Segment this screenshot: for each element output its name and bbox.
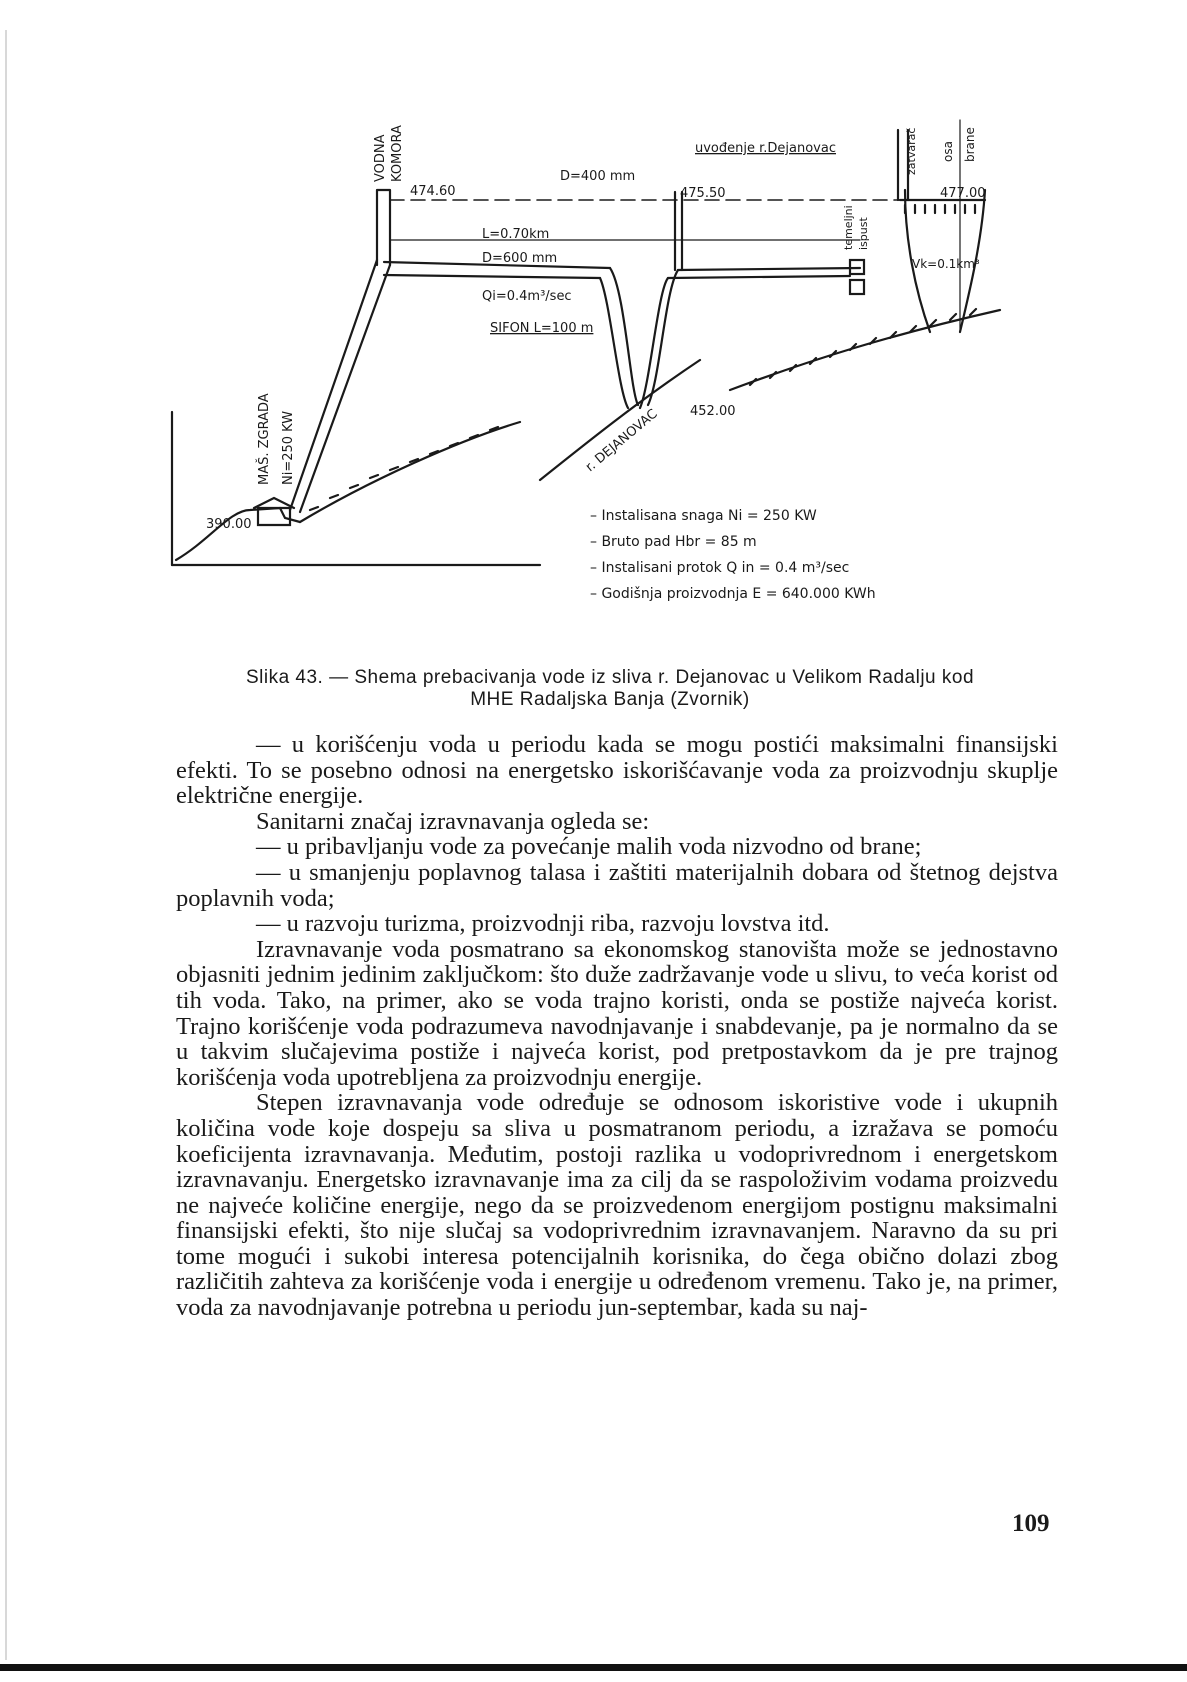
bottom-rule xyxy=(0,1664,1187,1671)
label-d400: D=400 mm xyxy=(560,169,636,184)
label-vk: Vk=0.1km³ xyxy=(912,257,980,271)
caption-line-1: Slika 43. — Shema prebacivanja vode iz sliva r. Dejanovac u Velikom Radalju kod xyxy=(245,667,975,688)
paragraph: Sanitarni značaj izravnavanja ogleda se: xyxy=(256,807,650,835)
label-qi: Qi=0.4m³/sec xyxy=(482,289,572,304)
label-elev-477: 477.00 xyxy=(940,186,986,201)
label-l070: L=0.70km xyxy=(482,227,550,242)
label-sifon: SIFON L=100 m xyxy=(490,321,594,336)
vodna-komora-shaft xyxy=(377,190,390,265)
legend-line-4: – Godišnja proizvodnja E = 640.000 KWh xyxy=(590,586,876,602)
label-river: r. DEJANOVAC xyxy=(582,406,661,476)
label-vodna-komora-2: KOMORA xyxy=(390,125,405,182)
legend-line-1: – Instalisana snaga Ni = 250 KW xyxy=(590,508,817,524)
label-elev-474: 474.60 xyxy=(410,184,456,199)
siphon-left xyxy=(600,268,638,408)
left-ground xyxy=(176,508,300,560)
label-elev-47550: 475.50 xyxy=(680,186,726,201)
body-text xyxy=(176,732,1058,1321)
label-osa: osa xyxy=(941,141,955,162)
label-temeljni: temeljni xyxy=(842,205,855,250)
ravine-hatch xyxy=(750,309,976,385)
paragraph: — u pribavljanju vode za povećanje malih voda nizvodno od brane; xyxy=(256,833,922,861)
scan-edge xyxy=(5,30,7,1660)
dam-crest-ticks xyxy=(905,205,975,213)
hydro-scheme-figure xyxy=(170,100,1080,660)
caption-line-2: MHE Radaljska Banja (Zvornik) xyxy=(470,689,750,710)
penstock-to-plant xyxy=(290,260,390,512)
label-vodna-komora-1: VODNA xyxy=(373,134,388,182)
paragraph: — u korišćenju voda u periodu kada se mogu postići maksimalni finansijski efekti. To se posebno odnosi na energetsko iskorišćavanje voda za proizvodnju skuplje električne energije. xyxy=(176,731,1058,810)
label-elev-390: 390.00 xyxy=(206,517,252,532)
page-number: 109 xyxy=(1012,1510,1050,1537)
intake-vertical xyxy=(675,192,682,270)
legend-line-3: – Instalisani protok Q in = 0.4 m³/sec xyxy=(590,560,850,576)
label-d600: D=600 mm xyxy=(482,251,558,266)
legend-line-2: – Bruto pad Hbr = 85 m xyxy=(590,534,757,550)
paragraph: — u smanjenju poplavnog talasa i zaštiti materijalnih dobara od štetnog dejstva poplavnih voda; xyxy=(176,858,1058,912)
label-elev-452: 452.00 xyxy=(690,404,736,419)
pipe-right-bottom xyxy=(668,276,850,278)
figure-caption xyxy=(160,667,1060,711)
paragraph: Stepen izravnavanja vode određuje se odnosom iskoristive vode i ukupnih količina vode koje dospeju sa sliva u posmatranom periodu, a izražava se pomoću koeficijenta izravnavanja. Međutim, postoji razlika u vodoprivrednom i energetskom izravnavanju. Energetsko izravnavanje ima za cilj da se raspoloživim vodama proizvedu ne najveće količine energije, nego da se proizvedenom energijom postignu maksimalni finansijski efekti, što nije slučaj sa vodoprivrednim izravnavanjem. Naravno da su pri tome mogući i sukobi interesa potencijalnih korisnika, do čega obično dolazi zbog različitih zahteva za korišćenje voda i energije u određenom vremenu. Tako je, na primer, voda za navodnjavanje potrebna u periodu jun-septembar, kada su naj- xyxy=(176,1089,1058,1322)
plant-roof xyxy=(254,498,294,508)
label-ni: Ni=250 KW xyxy=(281,410,296,485)
label-mas-zgrada: MAŠ. ZGRADA xyxy=(257,393,272,485)
label-ispust: ispust xyxy=(857,217,870,250)
gate-valve-2 xyxy=(850,280,864,294)
pipe-d600-bottom xyxy=(384,275,600,278)
paragraph: Izravnavanje voda posmatrano sa ekonomskog stanovišta može se jednostavno objasniti jednim jedinim zaključkom: što duže zadržavanje vode u slivu, to veća korist od tih voda. Tako, na primer, ako se voda trajno koristi, onda se postiže najveća korist. Trajno korišćenje voda podrazumeva navodnjavanje i snabdevanje, pa je normalno da se u takvim slučajevima postiže i najveća korist, pod pretpostavkom da je pre trajnog korišćenja voda upotrebljena za proizvodnju energije. xyxy=(176,935,1058,1091)
label-uvodenje: uvođenje r.Dejanovac xyxy=(695,141,836,156)
paragraph: — u razvoju turizma, proizvodnji riba, razvoju lovstva itd. xyxy=(256,910,830,938)
valley-slope-left xyxy=(300,422,520,522)
label-zatvarac: zatvarač xyxy=(905,127,918,175)
scheme-diagram xyxy=(170,100,1080,660)
pipe-right-top xyxy=(678,268,860,270)
label-brane: brane xyxy=(963,127,977,162)
